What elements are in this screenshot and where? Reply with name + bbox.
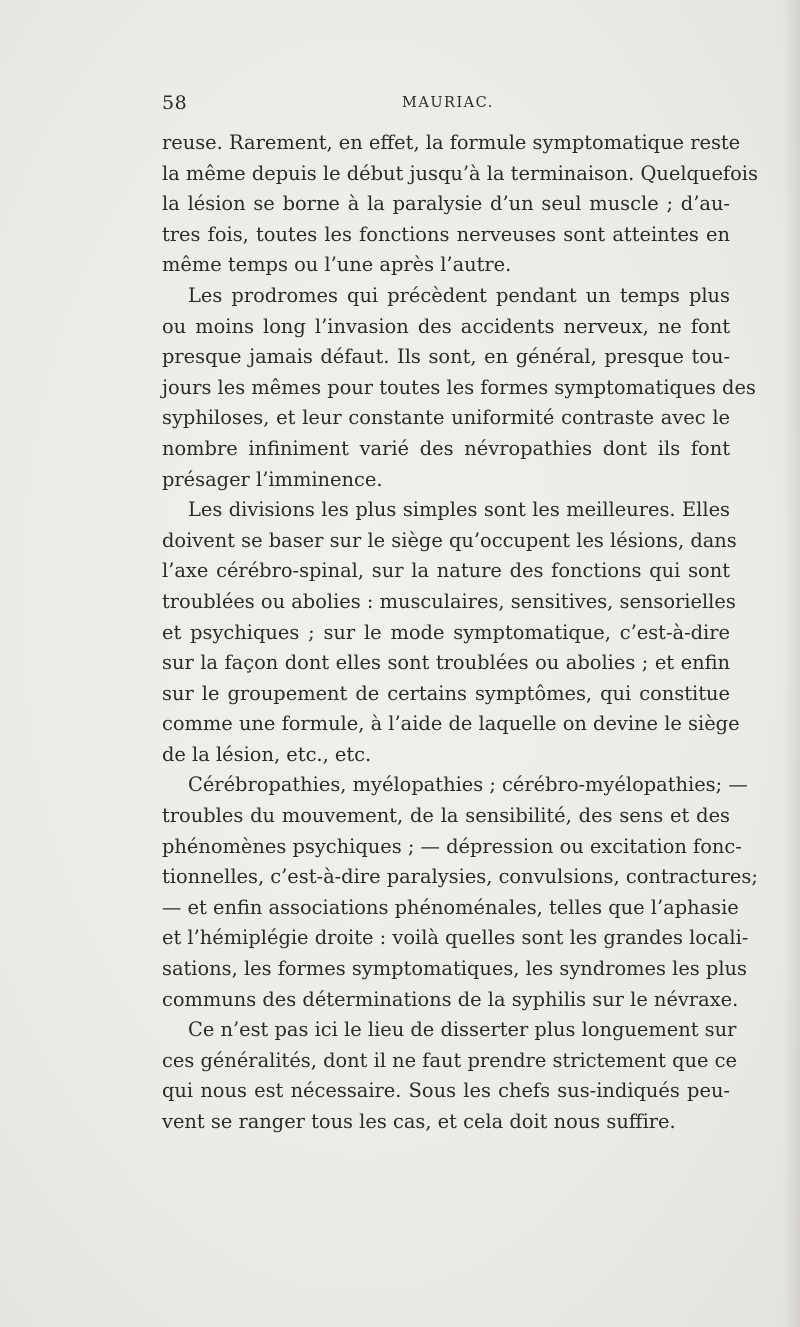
text-line: tres fois, toutes les fonctions nerveuses sont atteintes en — [162, 222, 730, 246]
text-line: et psychiques ; sur le mode symptomatique, c’est-à-dire — [162, 620, 730, 644]
text-line: troubles du mouvement, de la sensibilité, des sens et des — [162, 804, 730, 828]
text-line: même temps ou l’une après l’autre. — [162, 253, 512, 277]
text-line: Les prodromes qui précèdent pendant un temps plus — [188, 283, 730, 307]
text-line: troublées ou abolies : musculaires, sensitives, sensorielles — [162, 589, 736, 613]
body-text — [162, 128, 758, 1138]
text-line: et l’hémiplégie droite : voilà quelles sont les grandes locali- — [162, 926, 749, 950]
text-line: jours les mêmes pour toutes les formes symptomatiques des — [162, 375, 756, 399]
text-line: qui nous est nécessaire. Sous les chefs sus-indiqués peu- — [162, 1079, 730, 1103]
text-line: vent se ranger tous les cas, et cela doit nous suffire. — [162, 1110, 676, 1133]
paragraph-5 — [162, 1015, 737, 1137]
text-line: reuse. Rarement, en effet, la formule symptomatique reste — [162, 131, 741, 154]
text-line: ces généralités, dont il ne faut prendre strictement que ce — [162, 1048, 737, 1072]
text-line: syphiloses, et leur constante uniformité contraste avec le — [162, 406, 730, 430]
text-line: la même depuis le début jusqu’à la terminaison. Quelquefois — [162, 161, 758, 185]
text-line: nombre infiniment varié des névropathies dont ils font — [162, 436, 730, 460]
text-line: presque jamais défaut. Ils sont, en général, presque tou- — [162, 345, 730, 369]
text-line: sur la façon dont elles sont troublées ou abolies ; et enfin — [162, 651, 730, 675]
text-line: l’axe cérébro-spinal, sur la nature des fonctions qui sont — [162, 559, 730, 583]
page-edge-shadow — [782, 0, 800, 1327]
text-line: — et enfin associations phénoménales, telles que l’aphasie — [162, 895, 739, 919]
text-line: communs des déterminations de la syphilis sur le névraxe. — [162, 987, 739, 1011]
text-line: comme une formule, à l’aide de laquelle on devine le siège — [162, 712, 740, 736]
text-line: Ce n’est pas ici le lieu de disserter plus longuement sur — [188, 1018, 737, 1042]
text-line: tionnelles, c’est-à-dire paralysies, convulsions, contractures; — [162, 865, 758, 889]
page-header — [162, 92, 730, 118]
text-line: présager l’imminence. — [162, 467, 383, 491]
text-line: sur le groupement de certains symptômes, qui constitue — [162, 681, 730, 705]
paragraph-4 — [162, 770, 758, 1015]
text-line: la lésion se borne à la paralysie d’un seul muscle ; d’au- — [162, 192, 730, 216]
text-line: ou moins long l’invasion des accidents nerveux, ne font — [162, 314, 730, 338]
paragraph-1 — [162, 128, 758, 281]
paragraph-3 — [162, 495, 740, 770]
text-line: sations, les formes symptomatiques, les syndromes les plus — [162, 957, 747, 981]
text-line: phénomènes psychiques ; — dépression ou excitation fonc- — [162, 834, 742, 858]
paragraph-2 — [162, 281, 756, 495]
text-line: Les divisions les plus simples sont les meilleures. Elles — [188, 498, 730, 522]
running-head: MAURIAC. — [402, 95, 494, 111]
text-line: doivent se baser sur le siège qu’occupent les lésions, dans — [162, 528, 737, 552]
text-line: de la lésion, etc., etc. — [162, 742, 372, 766]
text-line: Cérébropathies, myélopathies ; cérébro-myélopathies; — — [188, 773, 748, 797]
page-number: 58 — [162, 92, 188, 114]
